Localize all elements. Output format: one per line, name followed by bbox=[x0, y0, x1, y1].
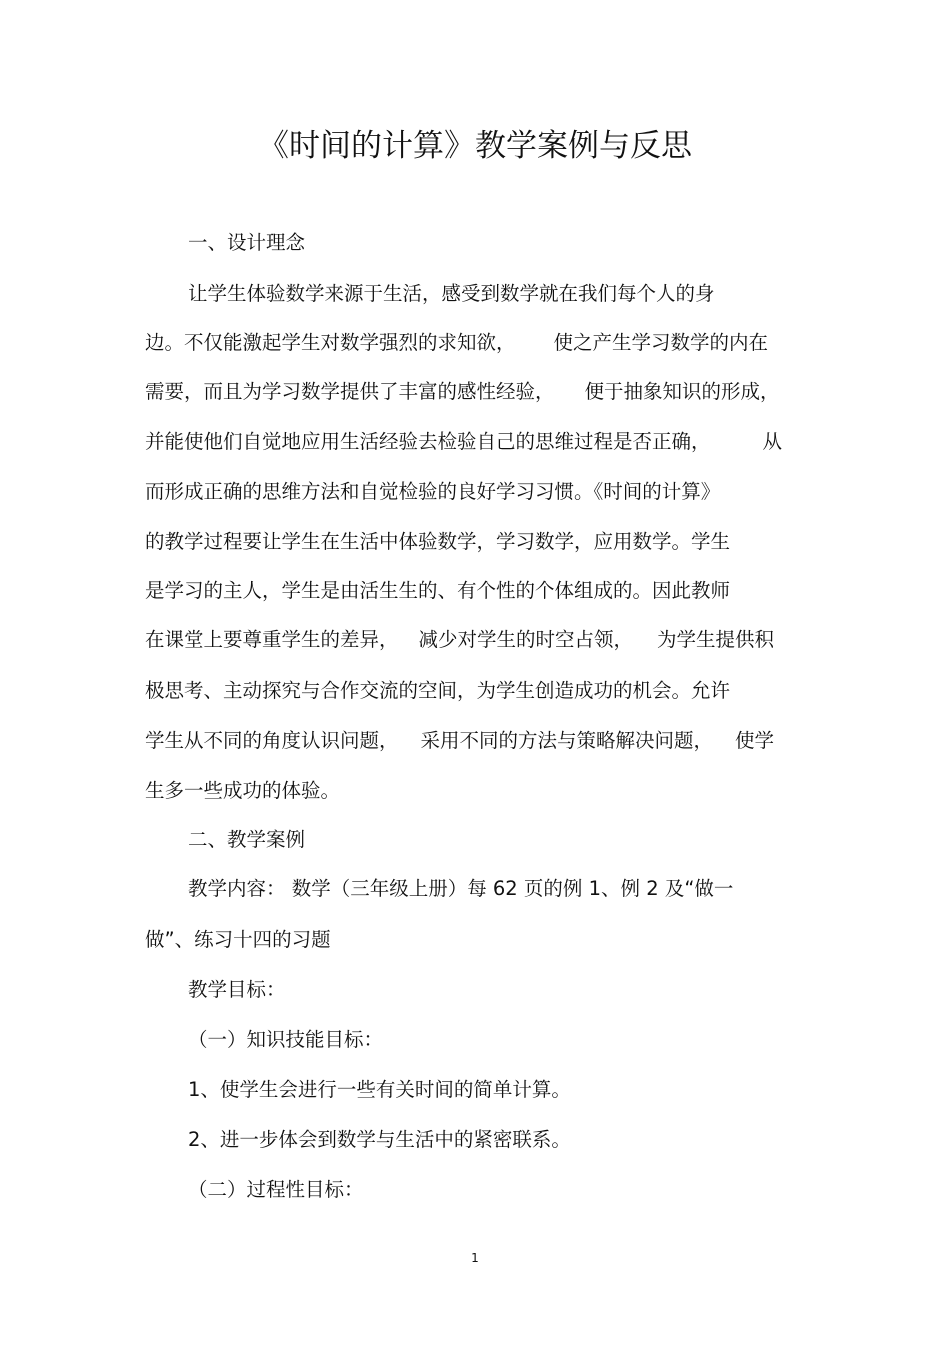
section-heading-design-concept: 一、设计理念 bbox=[188, 231, 306, 254]
paragraph-line bbox=[145, 726, 774, 756]
process-goal-heading: （二）过程性目标： bbox=[188, 1178, 364, 1201]
paragraph-line-segment: 减少对学生的时空占领， bbox=[418, 628, 634, 651]
goal-item: 1、使学生会进行一些有关时间的简单计算。 bbox=[188, 1078, 571, 1101]
knowledge-skill-goal-heading: （一）知识技能目标： bbox=[188, 1028, 384, 1051]
document-title: 《时间的计算》教学案例与反思 bbox=[258, 128, 692, 164]
paragraph-line-segment: 采用不同的方法与策略解决问题， bbox=[420, 729, 714, 752]
paragraph-line-segment: 便于抽象知识的形成， bbox=[584, 380, 780, 403]
paragraph-line bbox=[145, 377, 780, 407]
paragraph-line bbox=[145, 427, 782, 457]
goal-item: 2、进一步体会到数学与生活中的紧密联系。 bbox=[188, 1128, 571, 1151]
paragraph-line-segment: 从 bbox=[762, 430, 783, 453]
paragraph-line-segment: 需要，而且为学习数学提供了丰富的感性经验， bbox=[145, 380, 555, 403]
paragraph-line: 生多一些成功的体验。 bbox=[145, 779, 341, 802]
teaching-content-line: 教学内容： 数学（三年级上册）每 62 页的例 1、例 2 及“做一 bbox=[188, 877, 734, 900]
paragraph-line-segment: 在课堂上要尊重学生的差异， bbox=[145, 628, 399, 651]
paragraph-line: 极思考、主动探究与合作交流的空间，为学生创造成功的机会。允许 bbox=[145, 679, 731, 702]
paragraph-line-segment: 为学生提供积 bbox=[657, 628, 775, 651]
paragraph-line-segment: 并能使他们自觉地应用生活经验去检验自己的思维过程是否正确， bbox=[145, 430, 711, 453]
paragraph-line-segment: 学生从不同的角度认识问题， bbox=[145, 729, 399, 752]
page-number: 1 bbox=[471, 1251, 479, 1265]
paragraph-line: 的教学过程要让学生在生活中体验数学，学习数学，应用数学。学生 bbox=[145, 530, 731, 553]
teaching-goals-label: 教学目标： bbox=[188, 978, 286, 1001]
paragraph-line bbox=[145, 625, 774, 655]
paragraph-line-segment: 使学 bbox=[735, 729, 775, 752]
paragraph-line-segment: 边。不仅能激起学生对数学强烈的求知欲， bbox=[145, 331, 516, 354]
paragraph-line: 而形成正确的思维方法和自觉检验的良好学习习惯。《时间的计算》 bbox=[145, 480, 721, 503]
paragraph-line-segment: 使之产生学习数学的内在 bbox=[553, 331, 769, 354]
paragraph-line bbox=[145, 328, 768, 358]
paragraph-line: 是学习的主人，学生是由活生生的、有个性的个体组成的。因此教师 bbox=[145, 579, 731, 602]
teaching-content-line: 做”、练习十四的习题 bbox=[145, 928, 331, 951]
paragraph-line: 让学生体验数学来源于生活，感受到数学就在我们每个人的身 bbox=[188, 282, 715, 305]
section-heading-teaching-case: 二、教学案例 bbox=[188, 828, 306, 851]
